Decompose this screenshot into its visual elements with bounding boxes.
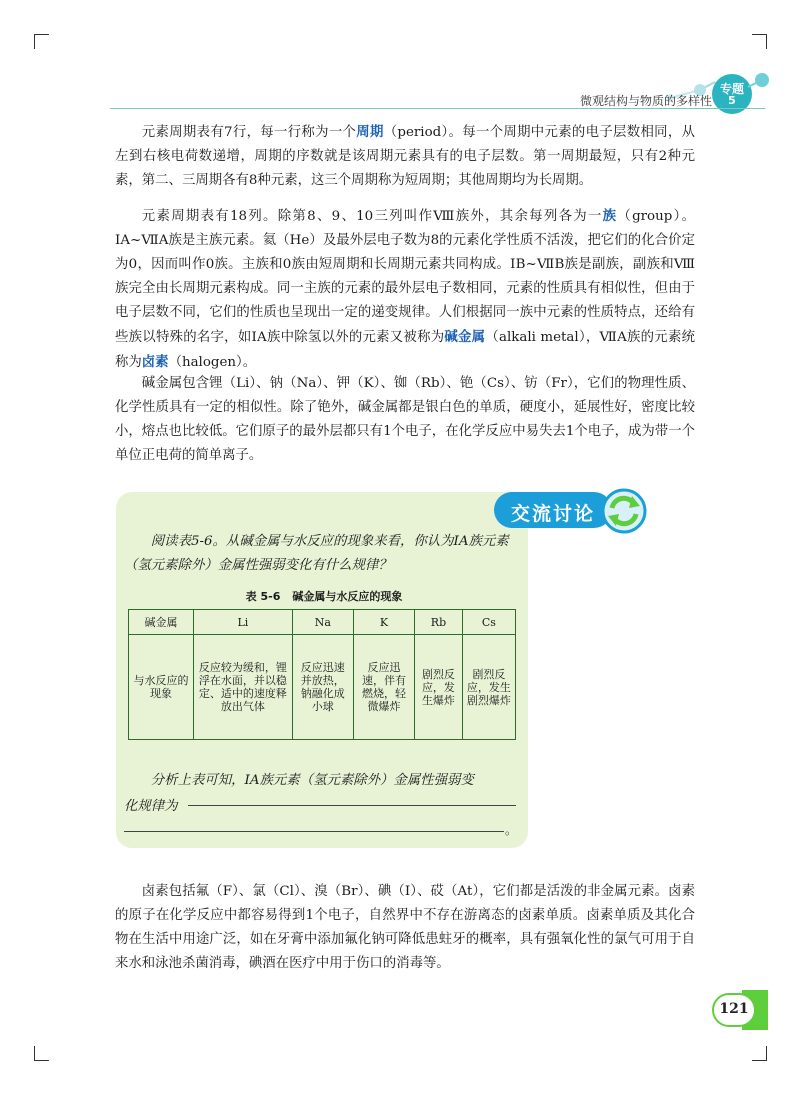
keyword-term: 碱金属 [444,329,486,345]
paragraph-text: 元素周期表有7行，每一行称为一个 [141,125,357,140]
table-caption-number: 表 5-6 [245,590,281,603]
paragraph-text: 碱金属包含锂（Li）、钠（Na）、钾（K）、铷（Rb）、铯（Cs）、钫（Fr），它们的物理性质、化学性质具有一定的相似性。除了铯外，碱金属都是银白色的单质，硬度小，延展性好，密度比较小，熔点也比较低。它们原子的最外层都只有1个电子，在化学反应中易失去1个电子，成为带一个单位正电荷的简单离子。 [115,376,695,463]
table-cell: 反应迅速并放热，钠融化成小球 [292,635,353,740]
page-number: 121 [719,1001,749,1017]
paragraph-text: 卤素包括氟（F）、氯（Cl）、溴（Br）、碘（I）、砹（At），它们都是活泼的非金属元素。卤素的原子在化学反应中都容易得到1个电子，自然界中不存在游离态的卤素单质。卤素单质及其化合物在生活中用途广泛，如在牙膏中添加氟化钠可降低患蛀牙的概率，具有强氧化性的氯气可用于自来水和泳池杀菌消毒，碘酒在医疗中用于伤口的消毒等。 [115,884,695,971]
paragraph-text: （halogen）。 [168,355,257,370]
discussion-header [494,488,658,534]
paragraph-text: （alkali metal），ⅦA族的元素统称为 [115,330,695,370]
table-header-cell: Na [292,610,353,635]
refresh-cycle-icon [598,488,654,534]
table-caption [124,588,524,604]
keyword-term: 卤素 [141,354,169,370]
crop-mark-top-right [752,34,767,49]
badge-label: 专题 [719,82,744,96]
answer-blank-line[interactable] [124,831,504,832]
page-header [0,60,800,120]
crop-mark-bottom-left [34,1046,49,1061]
molecule-decoration-icon [640,60,780,120]
paragraph-text: （group）。ⅠA~ⅦA族是主族元素。氦（He）及最外层电子数为8的元素化学性质不活泼，把它们的化合价定为0，因而叫作0族。主族和0族由短周期和长周期元素共同构成。ⅠB~ⅦB族是副族，副族和Ⅷ族完全由长周期元素构成。同一主族的元素的最外层电子数相同，元素的性质具有相似性，但由于电子层数不同，它们的性质也呈现出一定的递变规律。人们根据同一族中元素的性质特点，还给有些族以特殊的名字，如ⅠA族中除氢以外的元素又被称为 [115,209,695,345]
paragraph-text: 元素周期表有18列。除第8、9、10三列叫作Ⅷ族外，其余每列各为一 [141,209,603,224]
table-row [129,635,516,740]
table-header-cell: K [353,610,414,635]
chapter-title: 微观结构与物质的多样性 [579,94,712,108]
table-header-cell: 碱金属 [129,610,194,635]
paragraph-periods [115,120,695,193]
paragraph-groups [115,204,695,375]
table-cell: 剧烈反应，发生爆炸 [415,635,463,740]
table-cell: 与水反应的现象 [129,635,194,740]
paragraph-alkali-metals [115,372,695,468]
keyword-term: 周期 [356,124,384,140]
table-cell: 剧烈反应，发生剧烈爆炸 [462,635,515,740]
discussion-conclusion [124,768,524,820]
keyword-term: 族 [602,208,618,224]
table-cell: 反应较为缓和，锂浮在水面，并以稳定、适中的速度释放出气体 [194,635,293,740]
discussion-question: 阅读表5-6。从碱金属与水反应的现象来看，你认为ⅠA族元素（氢元素除外）金属性强弱变化有什么规律？ [124,534,509,573]
discussion-label: 交流讨论 [510,503,595,525]
alkali-water-reaction-table [128,609,516,740]
paragraph-text: （period）。每一个周期中元素的电子层数相同，从左到右核电荷数递增，周期的序数就是该周期元素具有的电子层数。第一周期最短，只有2种元素，第二、三周期各有8种元素，这三个周期称为短周期；其他周期均为长周期。 [115,125,695,188]
table-header-cell: Li [194,610,293,635]
crop-mark-top-left [34,34,49,49]
conclusion-line-1: 分析上表可知，ⅠA族元素（氢元素除外）金属性强弱变 [150,773,474,788]
answer-end-mark: 。 [505,823,518,837]
page-number-tab [712,990,768,1030]
paragraph-halogens [115,880,695,976]
table-caption-title: 碱金属与水反应的现象 [292,590,403,603]
conclusion-line-2: 化规律为 [124,799,178,814]
table-header-cell: Cs [462,610,515,635]
badge-number: 5 [728,94,736,107]
table-cell: 反应迅速，伴有燃烧，轻微爆炸 [353,635,414,740]
table-header-row [129,610,516,635]
table-header-cell: Rb [415,610,463,635]
crop-mark-bottom-right [752,1046,767,1061]
answer-blank-line[interactable] [188,805,516,806]
